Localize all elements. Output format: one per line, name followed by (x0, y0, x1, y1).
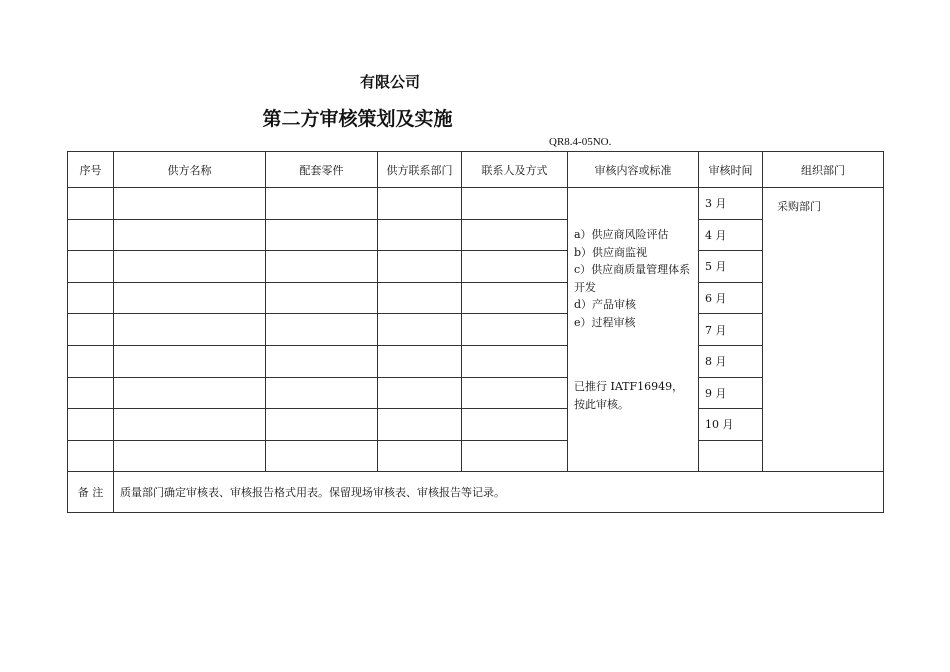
cell-audit-month (699, 440, 763, 472)
cell-parts (266, 440, 378, 472)
cell-parts (266, 282, 378, 314)
cell-supplier-name (114, 314, 266, 346)
cell-supplier-name (114, 251, 266, 283)
cell-contact-dept (378, 409, 462, 441)
cell-seq (68, 314, 114, 346)
cell-contact-dept (378, 251, 462, 283)
audit-content-item: e）过程审核 (574, 315, 636, 329)
cell-contact-person (462, 440, 568, 472)
cell-seq (68, 440, 114, 472)
col-header-contact-dept: 供方联系部门 (378, 152, 462, 188)
cell-parts (266, 219, 378, 251)
cell-audit-month: 3 月 (699, 188, 763, 220)
form-code: QR8.4-05NO. (549, 136, 612, 148)
table-row (68, 409, 884, 441)
cell-contact-dept (378, 314, 462, 346)
cell-audit-month: 7 月 (699, 314, 763, 346)
document-title: 第二方审核策划及实施 (262, 108, 453, 130)
cell-contact-person (462, 282, 568, 314)
remark-label: 备 注 (68, 472, 114, 513)
header-row (68, 152, 884, 188)
cell-seq (68, 282, 114, 314)
col-header-audit-time: 审核时间 (699, 152, 763, 188)
company-name: 有限公司 (359, 73, 420, 91)
cell-supplier-name (114, 219, 266, 251)
cell-contact-person (462, 188, 568, 220)
audit-plan-table (67, 151, 884, 513)
cell-contact-person (462, 219, 568, 251)
cell-supplier-name (114, 440, 266, 472)
table-row (68, 251, 884, 283)
cell-supplier-name (114, 188, 266, 220)
col-header-parts: 配套零件 (266, 152, 378, 188)
col-header-audit-content: 审核内容或标准 (568, 152, 699, 188)
table-row (68, 345, 884, 377)
cell-parts (266, 377, 378, 409)
audit-content-cell (568, 188, 699, 472)
cell-contact-person (462, 409, 568, 441)
cell-seq (68, 409, 114, 441)
cell-supplier-name (114, 377, 266, 409)
cell-contact-dept (378, 219, 462, 251)
cell-parts (266, 251, 378, 283)
table-row (68, 440, 884, 472)
cell-audit-month: 6 月 (699, 282, 763, 314)
audit-content-item: b）供应商监视 (574, 245, 648, 259)
cell-contact-person (462, 345, 568, 377)
col-header-seq: 序号 (68, 152, 114, 188)
cell-seq (68, 188, 114, 220)
cell-contact-person (462, 251, 568, 283)
col-header-contact-person: 联系人及方式 (462, 152, 568, 188)
cell-audit-month: 10 月 (699, 409, 763, 441)
org-dept-cell: 采购部门 (763, 188, 884, 472)
cell-parts (266, 345, 378, 377)
cell-contact-dept (378, 188, 462, 220)
cell-supplier-name (114, 345, 266, 377)
cell-contact-person (462, 314, 568, 346)
cell-audit-month: 8 月 (699, 345, 763, 377)
table-row (68, 219, 884, 251)
audit-content-note: 已推行 IATF16949，按此审核。 (574, 380, 684, 411)
audit-content-item: d）产品审核 (574, 298, 637, 311)
col-header-supplier-name: 供方名称 (114, 152, 266, 188)
cell-supplier-name (114, 282, 266, 314)
cell-contact-dept (378, 377, 462, 409)
cell-contact-dept (378, 345, 462, 377)
cell-parts (266, 314, 378, 346)
audit-content-item: a）供应商风险评估 (574, 228, 669, 241)
audit-content-item: c）供应商质量管理体系开发 (574, 263, 691, 294)
cell-parts (266, 409, 378, 441)
table-row (68, 282, 884, 314)
table-row (68, 314, 884, 346)
cell-seq (68, 251, 114, 283)
cell-contact-dept (378, 282, 462, 314)
col-header-org-dept: 组织部门 (763, 152, 884, 188)
cell-audit-month: 5 月 (699, 251, 763, 283)
remark-row (68, 472, 884, 513)
cell-seq (68, 219, 114, 251)
cell-contact-person (462, 377, 568, 409)
cell-audit-month: 9 月 (699, 377, 763, 409)
cell-parts (266, 188, 378, 220)
table-row (68, 188, 884, 220)
cell-contact-dept (378, 440, 462, 472)
cell-audit-month: 4 月 (699, 219, 763, 251)
remark-text: 质量部门确定审核表、审核报告格式用表。保留现场审核表、审核报告等记录。 (114, 472, 884, 513)
cell-supplier-name (114, 409, 266, 441)
cell-seq (68, 345, 114, 377)
cell-seq (68, 377, 114, 409)
table-row (68, 377, 884, 409)
